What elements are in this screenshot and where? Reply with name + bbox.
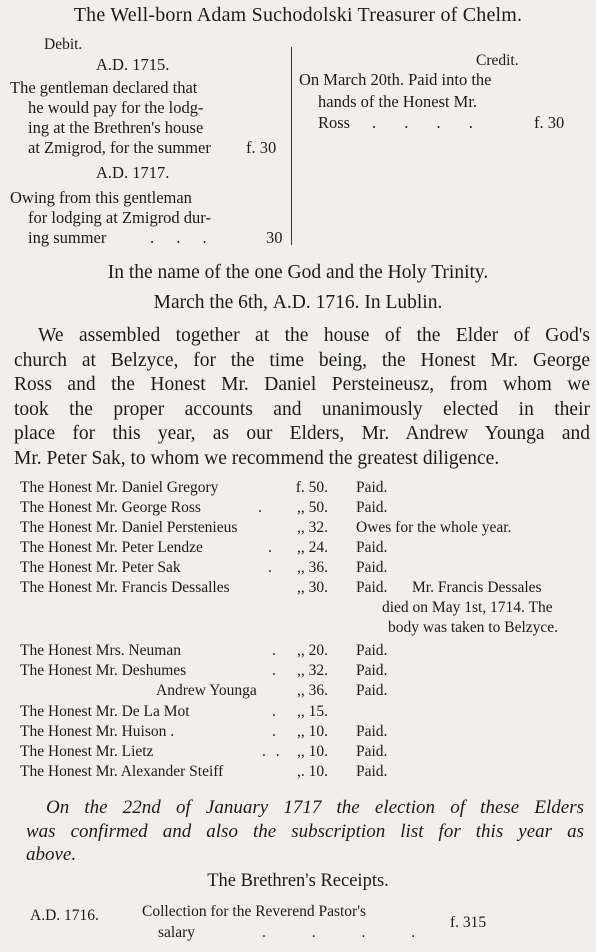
leader-dots: .: [272, 703, 276, 720]
debit-label: Debit.: [44, 36, 83, 53]
confirmation-line: above.: [26, 844, 77, 865]
heading-date-ad: A.D.: [272, 292, 311, 313]
paragraph-line: We assembled together at the house of the Elder of God's: [38, 325, 590, 346]
debit-line-7: ing summer: [28, 228, 107, 247]
paragraph-line: Mr. Peter Sak, to whom we recommend the greatest diligence.: [14, 447, 500, 469]
minutes-paragraph: [14, 324, 590, 471]
ditto-mark: ,, 36.: [297, 682, 328, 699]
leader-dots: .: [268, 559, 272, 576]
payment-status: Paid.: [356, 479, 388, 496]
subscriber-name: The Honest Mr. Daniel Perstenieus: [20, 519, 238, 536]
credit-line-3: Ross: [318, 113, 351, 132]
credit-dots: . . . .: [372, 113, 473, 132]
list-item: [0, 703, 596, 723]
page-title: The Well-born Adam Suchodolski Treasurer of Chelm.: [73, 4, 523, 26]
list-item: [0, 723, 596, 743]
ditto-mark: ,, 50.: [297, 499, 328, 516]
leader-dots: . .: [262, 743, 280, 760]
subscriber-name: The Honest Mr. Daniel Gregory: [20, 479, 219, 496]
amount: 20.: [308, 642, 328, 659]
leader-dots: .: [258, 499, 262, 516]
subscriber-name: The Honest Mr. George Ross: [20, 499, 201, 516]
paragraph-line: Ross and the Honest Mr. Daniel Persteineusz, from whom we: [14, 374, 590, 395]
amount: 10.: [308, 723, 328, 740]
death-note-line: died on May 1st, 1714. The: [382, 599, 553, 616]
ditto-mark: ,, 10.: [297, 743, 328, 760]
ditto-mark: ,, 32.: [297, 662, 328, 679]
payment-status: Paid.: [356, 763, 388, 780]
list-item: [0, 763, 596, 783]
credit-label: Credit.: [476, 52, 519, 69]
confirmation-line: was confirmed and also the subscription list for this year as: [26, 820, 584, 842]
debit-line-6: for lodging at Zmigrod dur-: [28, 208, 211, 227]
paragraph-line: church at Belzyce, for the time being, the Honest Mr. George: [14, 349, 590, 371]
list-item: [0, 559, 596, 579]
debit-dots-2: . . .: [150, 228, 207, 247]
leader-dots: .: [272, 642, 276, 659]
amount: 10.: [308, 743, 328, 760]
subscriber-name: The Honest Mr. Peter Sak: [20, 559, 181, 576]
receipt-year: A.D. 1716.: [30, 907, 99, 924]
debit-amount-1: f. 30: [246, 138, 277, 157]
subscriber-name: The Honest Mrs. Neuman: [20, 642, 181, 659]
death-note-line: body was taken to Belzyce.: [388, 619, 559, 636]
ditto-mark: ,, 15.: [297, 703, 328, 720]
list-item: [0, 519, 596, 539]
amount: 50.: [308, 479, 328, 496]
leader-dots: .: [268, 539, 272, 556]
debit-line-5: Owing from this gentleman: [10, 188, 192, 207]
receipts-heading: The Brethren's Receipts.: [207, 871, 389, 891]
subscriber-name: The Honest Mr. De La Mot: [20, 703, 190, 720]
payment-status: Paid.: [356, 499, 388, 516]
list-item: [0, 682, 596, 702]
receipt-amount: f. 315: [450, 914, 487, 931]
subscriber-name: The Honest Mr. Lietz: [20, 743, 154, 760]
amount: 15.: [308, 703, 328, 720]
payment-status: Owes for the whole year.: [356, 519, 512, 536]
list-item: [0, 642, 596, 662]
ditto-mark: ,, 32.: [297, 519, 328, 536]
payment-status: Paid.: [356, 642, 388, 659]
amount: 50.: [308, 499, 328, 516]
receipt-dots: . . . .: [262, 924, 416, 941]
debit-line-3: ing at the Brethren's house: [28, 118, 204, 137]
amount: 10.: [308, 763, 328, 780]
amount: 30.: [308, 579, 328, 596]
heading-date-pre: March the 6th,: [153, 292, 268, 313]
ditto-mark: ,, 36.: [297, 559, 328, 576]
confirmation-paragraph: [26, 796, 584, 867]
debit-year-1717: A.D. 1717.: [96, 163, 170, 182]
ditto-mark: ,. 10.: [297, 763, 328, 780]
amount: 24.: [308, 539, 328, 556]
debit-line-1: The gentleman declared that: [10, 78, 198, 97]
heading-invocation: In the name of the one God and the Holy Trinity.: [107, 262, 489, 283]
list-item: [0, 539, 596, 559]
amount: 36.: [308, 682, 328, 699]
heading-date: [0, 292, 596, 314]
credit-line-2: hands of the Honest Mr.: [318, 92, 478, 111]
credit-line-1: On March 20th. Paid into the: [299, 70, 492, 89]
subscriber-name: Andrew Younga: [156, 682, 257, 699]
list-item: [0, 662, 596, 682]
paragraph-line: took the proper accounts and unanimously elected in their: [14, 398, 590, 420]
death-note-line: Mr. Francis Dessales: [412, 579, 542, 596]
ledger-divider: [291, 47, 292, 245]
amount: 36.: [308, 559, 328, 576]
list-item: [0, 499, 596, 519]
list-item: [0, 479, 596, 499]
debit-line-4: at Zmigrod, for the summer: [28, 138, 211, 157]
leader-dots: .: [272, 662, 276, 679]
confirmation-line: On the 22nd of January 1717 the election of these Elders: [46, 797, 584, 818]
subscriber-name: The Honest Mr. Francis Dessalles: [20, 579, 230, 596]
list-item: [0, 743, 596, 763]
subscriber-name: The Honest Mr. Peter Lendze: [20, 539, 203, 556]
payment-status: Paid.: [356, 559, 388, 576]
debit-amount-2: 30: [266, 228, 283, 247]
paragraph-line: place for this year, as our Elders, Mr. Andrew Younga and: [14, 423, 590, 444]
amount: 32.: [308, 519, 328, 536]
subscriber-name: The Honest Mr. Huison .: [20, 723, 175, 740]
payment-status: Paid.: [356, 579, 388, 596]
ditto-mark: ,, 30.: [297, 579, 328, 596]
credit-amount: f. 30: [534, 113, 565, 132]
debit-line-2: he would pay for the lodg-: [28, 98, 204, 117]
amount: 32.: [308, 662, 328, 679]
leader-dots: .: [272, 723, 276, 740]
payment-status: Paid.: [356, 539, 388, 556]
ditto-mark: ,, 10.: [297, 723, 328, 740]
payment-status: Paid.: [356, 743, 388, 760]
ditto-mark: ,, 24.: [297, 539, 328, 556]
payment-status: Paid.: [356, 682, 388, 699]
subscriber-name: The Honest Mr. Deshumes: [20, 662, 187, 679]
subscriber-name: The Honest Mr. Alexander Steiff: [20, 763, 224, 780]
ditto-mark: f. 50.: [295, 479, 328, 496]
receipt-line-1: Collection for the Reverend Pastor's: [142, 903, 367, 920]
payment-status: Paid.: [356, 662, 388, 679]
payment-status: Paid.: [356, 723, 388, 740]
ditto-mark: ,, 20.: [297, 642, 328, 659]
heading-date-post: 1716. In Lublin.: [315, 292, 443, 313]
receipt-line-2: salary: [158, 924, 196, 941]
debit-year-1715: A.D. 1715.: [96, 55, 170, 74]
